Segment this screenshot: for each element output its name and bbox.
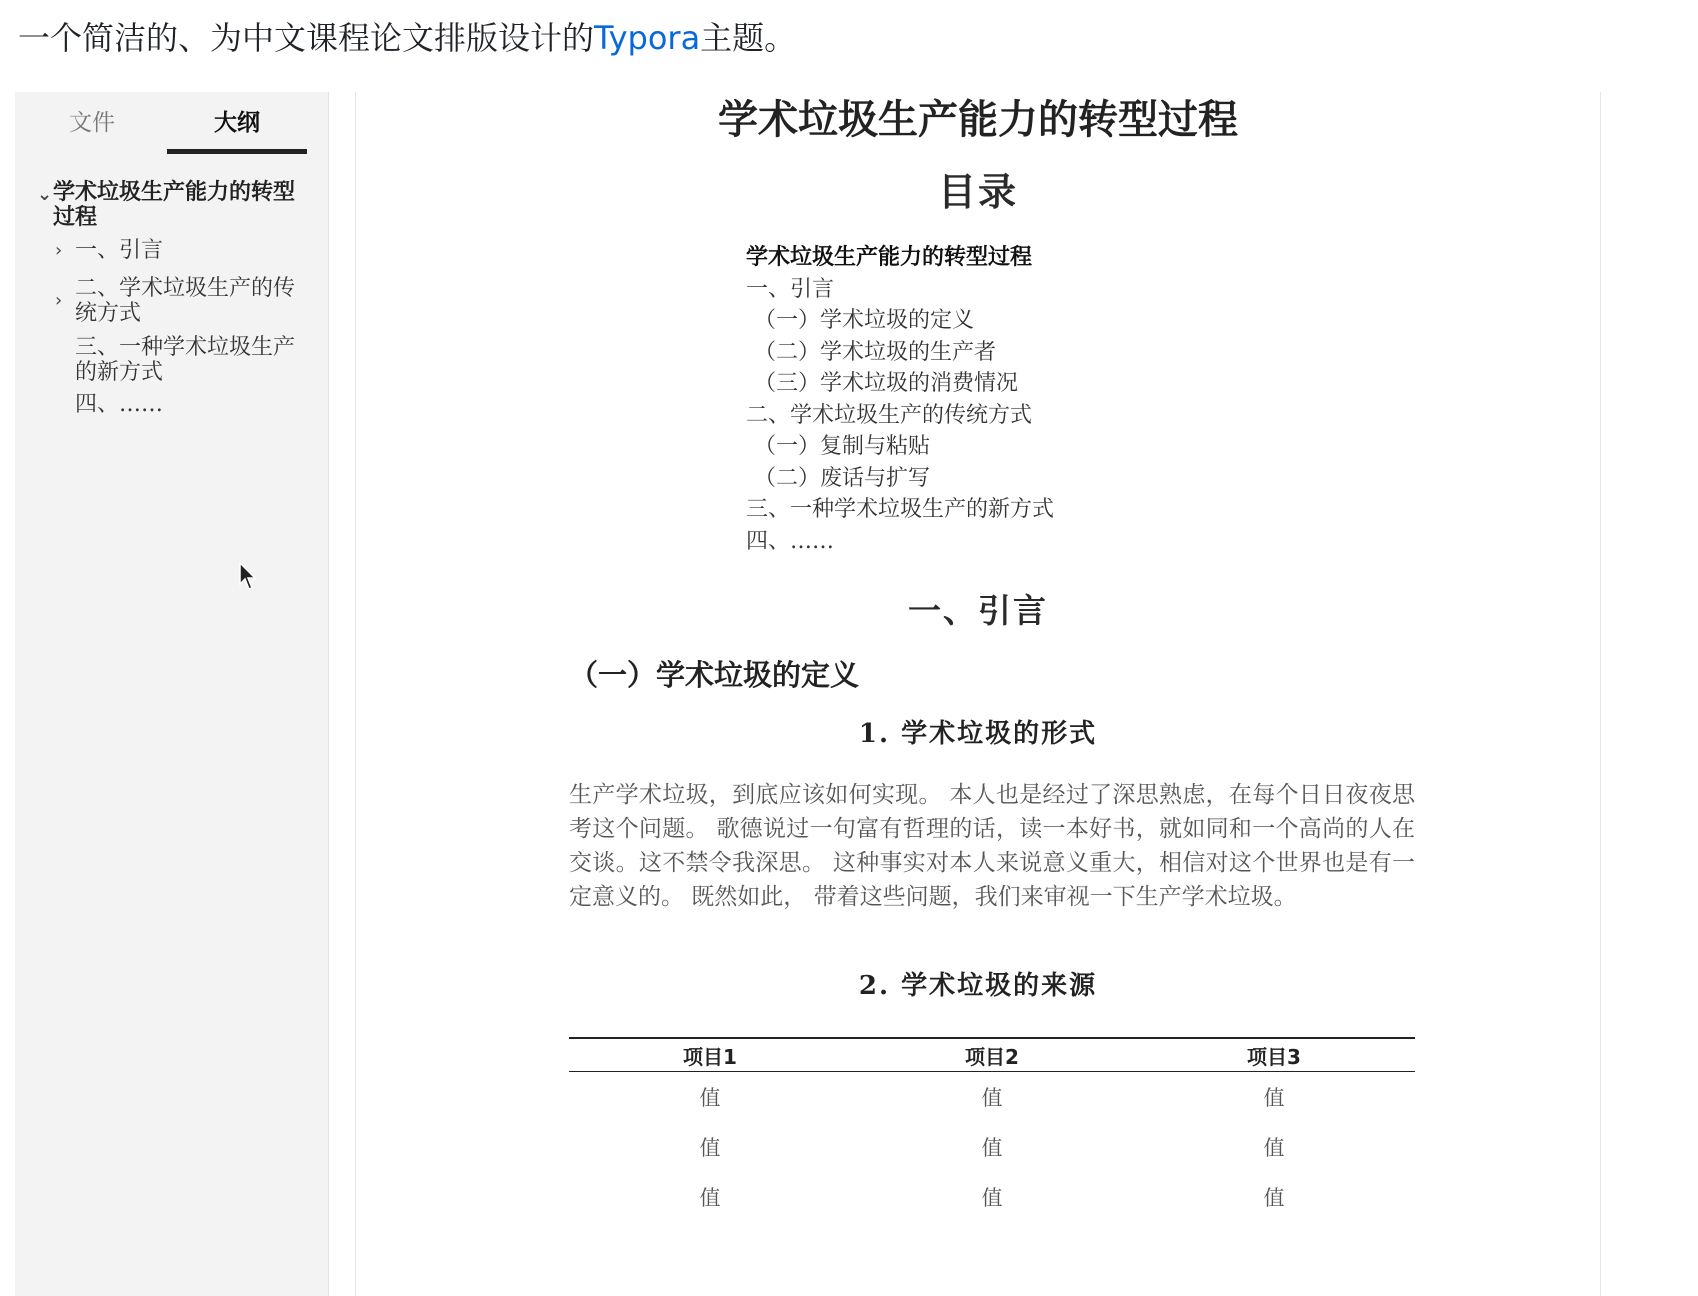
toc-heading: 目录 bbox=[937, 169, 1018, 214]
toc-entry[interactable]: （一）复制与粘贴 bbox=[754, 434, 931, 459]
table-header-cell: 项目2 bbox=[851, 1038, 1133, 1072]
tab-outline[interactable]: 大纲 bbox=[167, 92, 307, 154]
outline-item-intro[interactable] bbox=[55, 238, 307, 263]
table-row bbox=[569, 1072, 1415, 1123]
chevron-down-icon[interactable]: ⌄ bbox=[37, 184, 53, 205]
outline-item-root[interactable] bbox=[37, 180, 307, 230]
table-cell: 值 bbox=[699, 1136, 721, 1160]
outline-item-label: 四、…… bbox=[75, 392, 164, 417]
outline-item-more[interactable] bbox=[75, 392, 307, 417]
table-cell: 值 bbox=[699, 1186, 721, 1210]
heading-1: 一、引言 bbox=[908, 591, 1048, 630]
toc-entry[interactable]: 学术垃圾生产能力的转型过程 bbox=[746, 244, 1033, 270]
caption-text-after: 主题。 bbox=[700, 19, 797, 57]
outline-item-label: 三、一种学术垃圾生产的新方式 bbox=[75, 335, 296, 385]
mouse-pointer-icon bbox=[239, 562, 257, 592]
chevron-right-icon[interactable]: › bbox=[55, 290, 63, 311]
tab-files[interactable]: 文件 bbox=[69, 110, 115, 136]
typora-screenshot bbox=[15, 92, 1664, 1296]
readme-caption bbox=[18, 14, 796, 62]
table-header-cell: 项目3 bbox=[1133, 1038, 1415, 1072]
typora-link[interactable]: Typora bbox=[594, 19, 701, 57]
toc-entry[interactable]: （二）学术垃圾的生产者 bbox=[754, 339, 997, 365]
sidebar bbox=[15, 92, 329, 1296]
table-cell: 值 bbox=[981, 1086, 1003, 1110]
outline-item-label: 二、学术垃圾生产的传统方式 bbox=[75, 276, 296, 326]
sidebar-tabs bbox=[15, 92, 328, 154]
table-cell: 值 bbox=[699, 1086, 721, 1110]
table-cell: 值 bbox=[981, 1136, 1003, 1160]
outline-item-label: 一、引言 bbox=[75, 238, 164, 263]
chevron-right-icon[interactable]: › bbox=[55, 240, 63, 261]
outline-item-traditional[interactable] bbox=[55, 276, 307, 326]
body-paragraph: 生产学术垃圾，到底应该如何实现。 本人也是经过了深思熟虑，在每个日日夜夜思考这个问题。 歌德说过一句富有哲理的话，读一本好书，就如同和一个高尚的人在交谈。这不禁令我深思。 这种事实对本人来说意义重大，相信对这个世界也是有一定意义的。 既然如此， 带着这些问题，我们来审视一下生产学术垃圾。 bbox=[569, 782, 1415, 910]
table-header-cell: 项目1 bbox=[569, 1038, 851, 1072]
table-row bbox=[569, 1122, 1415, 1172]
toc-entry[interactable]: 一、引言 bbox=[746, 276, 835, 302]
table-cell: 值 bbox=[981, 1186, 1003, 1210]
toc-entry[interactable]: 二、学术垃圾生产的传统方式 bbox=[746, 402, 1033, 428]
table-row bbox=[569, 1172, 1415, 1222]
document-editor[interactable] bbox=[355, 92, 1601, 1296]
table-header-row bbox=[569, 1038, 1415, 1072]
heading-2: （一）学术垃圾的定义 bbox=[569, 658, 860, 692]
toc-entry[interactable]: （三）学术垃圾的消费情况 bbox=[754, 371, 1019, 396]
heading-3-source: 2. 学术垃圾的来源 bbox=[858, 971, 1098, 1001]
table-of-contents bbox=[746, 242, 1246, 557]
toc-entry[interactable]: （一）学术垃圾的定义 bbox=[754, 308, 975, 333]
toc-entry[interactable]: （二）废话与扩写 bbox=[754, 465, 931, 491]
caption-text-before: 一个简洁的、为中文课程论文排版设计的 bbox=[18, 19, 595, 57]
toc-entry[interactable]: 四、…… bbox=[746, 528, 835, 554]
outline-item-new-method[interactable] bbox=[75, 335, 307, 385]
document-title: 学术垃圾生产能力的转型过程 bbox=[718, 96, 1238, 143]
outline-item-label: 学术垃圾生产能力的转型过程 bbox=[53, 179, 296, 230]
table-cell: 值 bbox=[1263, 1186, 1285, 1210]
heading-3-form: 1. 学术垃圾的形式 bbox=[858, 719, 1098, 749]
table-cell: 值 bbox=[1263, 1086, 1285, 1110]
table-cell: 值 bbox=[1263, 1136, 1285, 1160]
toc-entry[interactable]: 三、一种学术垃圾生产的新方式 bbox=[746, 497, 1055, 522]
data-table bbox=[569, 1037, 1415, 1222]
